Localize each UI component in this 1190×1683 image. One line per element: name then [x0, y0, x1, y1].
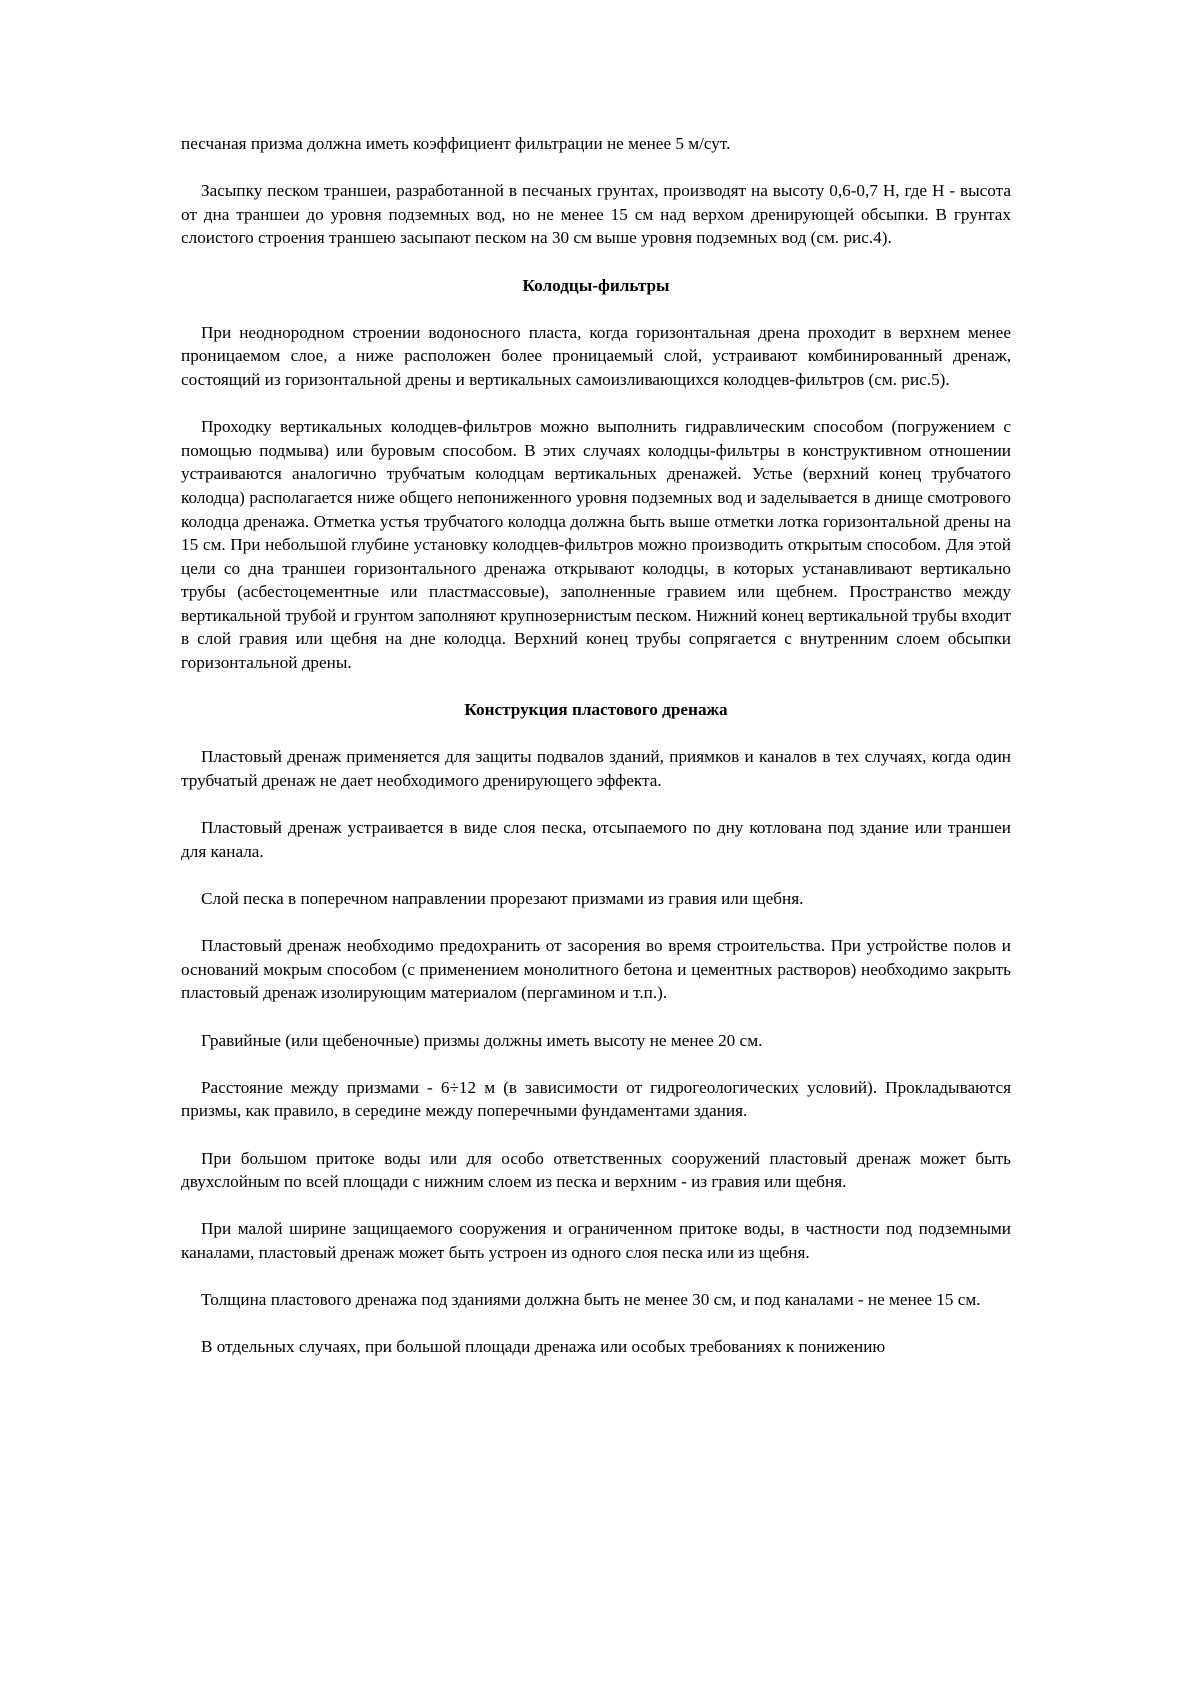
- paragraph-layer-1: Пластовый дренаж применяется для защиты подвалов зданий, приямков и каналов в тех случаях, когда один трубчатый дренаж не дает необходимого дренирующего эффекта.: [181, 747, 1011, 791]
- paragraph-layer-8: При малой ширине защищаемого сооружения и ограниченном притоке воды, в частности под подземными каналами, пластовый дренаж может быть устроен из одного слоя песка или из щебня.: [181, 1219, 1011, 1262]
- heading-wells: Колодцы-фильтры: [522, 275, 670, 295]
- heading-layer-drainage: Конструкция пластового дренажа: [464, 700, 728, 720]
- paragraph-layer-10: В отдельных случаях, при большой площади дренажа или особых требованиях к понижению: [201, 1337, 886, 1357]
- paragraph-fill: Засыпку песком траншеи, разработанной в песчаных грунтах, производят на высоту 0,6-0,7 Н, где Н - высота от дна траншеи до уровня подземных вод, но не менее 15 см над верхом дренирующей обсыпки. В грунтах слоистого строения траншею засыпают песком на 30 см выше уровня подземных вод (см. рис.4).: [181, 181, 1011, 248]
- paragraph-layer-3: Слой песка в поперечном направлении прорезают призмами из гравия или щебня.: [201, 889, 804, 908]
- paragraph-wells-2: Проходку вертикальных колодцев-фильтров можно выполнить гидравлическим способом (погружением с помощью подмыва) или буровым способом. В этих случаях колодцы-фильтры в конструктивном отношении устраиваются аналогично трубчатым колодцам вертикальных дренажей. Устье (верхний конец трубчатого колодца) располагается ниже общего непониженного уровня подземных вод и заделывается в днище смотрового колодца дренажа. Отметка устья трубчатого колодца должна быть выше отметки лотка горизонтальной дрены на 15 см. При небольшой глубине установку колодцев-фильтров можно производить открытым способом. Для этой цели со дна траншеи горизонтального дренажа открывают колодцы, в которых устанавливают вертикально трубы (асбестоцементные или пластмассовые), заполненные гравием или щебнем. Пространство между вертикальной трубой и грунтом заполняют крупнозернистым песком. Нижний конец вертикальной трубы входит в слой гравия или щебня на дне колодца. Верхний конец трубы сопрягается с внутренним слоем обсыпки горизонтальной дрены.: [181, 417, 1011, 673]
- paragraph-intro: песчаная призма должна иметь коэффициент фильтрации не менее 5 м/сут.: [181, 134, 731, 153]
- paragraph-layer-7: При большом притоке воды или для особо ответственных сооружений пластовый дренаж может быть двухслойным по всей площади с нижним слоем из песка и верхним - из гравия или щебня.: [181, 1148, 1011, 1192]
- paragraph-layer-4: Пластовый дренаж необходимо предохранить от засорения во время строительства. При устройстве полов и оснований мокрым способом (с применением монолитного бетона и цементных растворов) необходимо закрыть пластовый дренаж изолирующим материалом (пергамином и т.п.).: [181, 936, 1011, 1003]
- paragraph-layer-5: Гравийные (или щебеночные) призмы должны иметь высоту не менее 20 см.: [201, 1030, 763, 1050]
- paragraph-layer-2: Пластовый дренаж устраивается в виде слоя песка, отсыпаемого по дну котлована под здание или траншеи для канала.: [181, 818, 1011, 861]
- paragraph-layer-6: Расстояние между призмами - 6÷12 м (в зависимости от гидрогеологических условий). Прокладываются призмы, как правило, в середине между поперечными фундаментами здания.: [181, 1077, 1011, 1121]
- paragraph-wells-1: При неоднородном строении водоносного пласта, когда горизонтальная дрена проходит в верхнем менее проницаемом слое, а ниже расположен более проницаемый слой, устраивают комбинированный дренаж, состоящий из горизонтальной дрены и вертикальных самоизливающихся колодцев-фильтров (см. рис.5).: [181, 322, 1011, 389]
- document-page: [181, 132, 1011, 1382]
- paragraph-layer-9: Толщина пластового дренажа под зданиями должна быть не менее 30 см, и под каналами - не менее 15 см.: [201, 1290, 981, 1310]
